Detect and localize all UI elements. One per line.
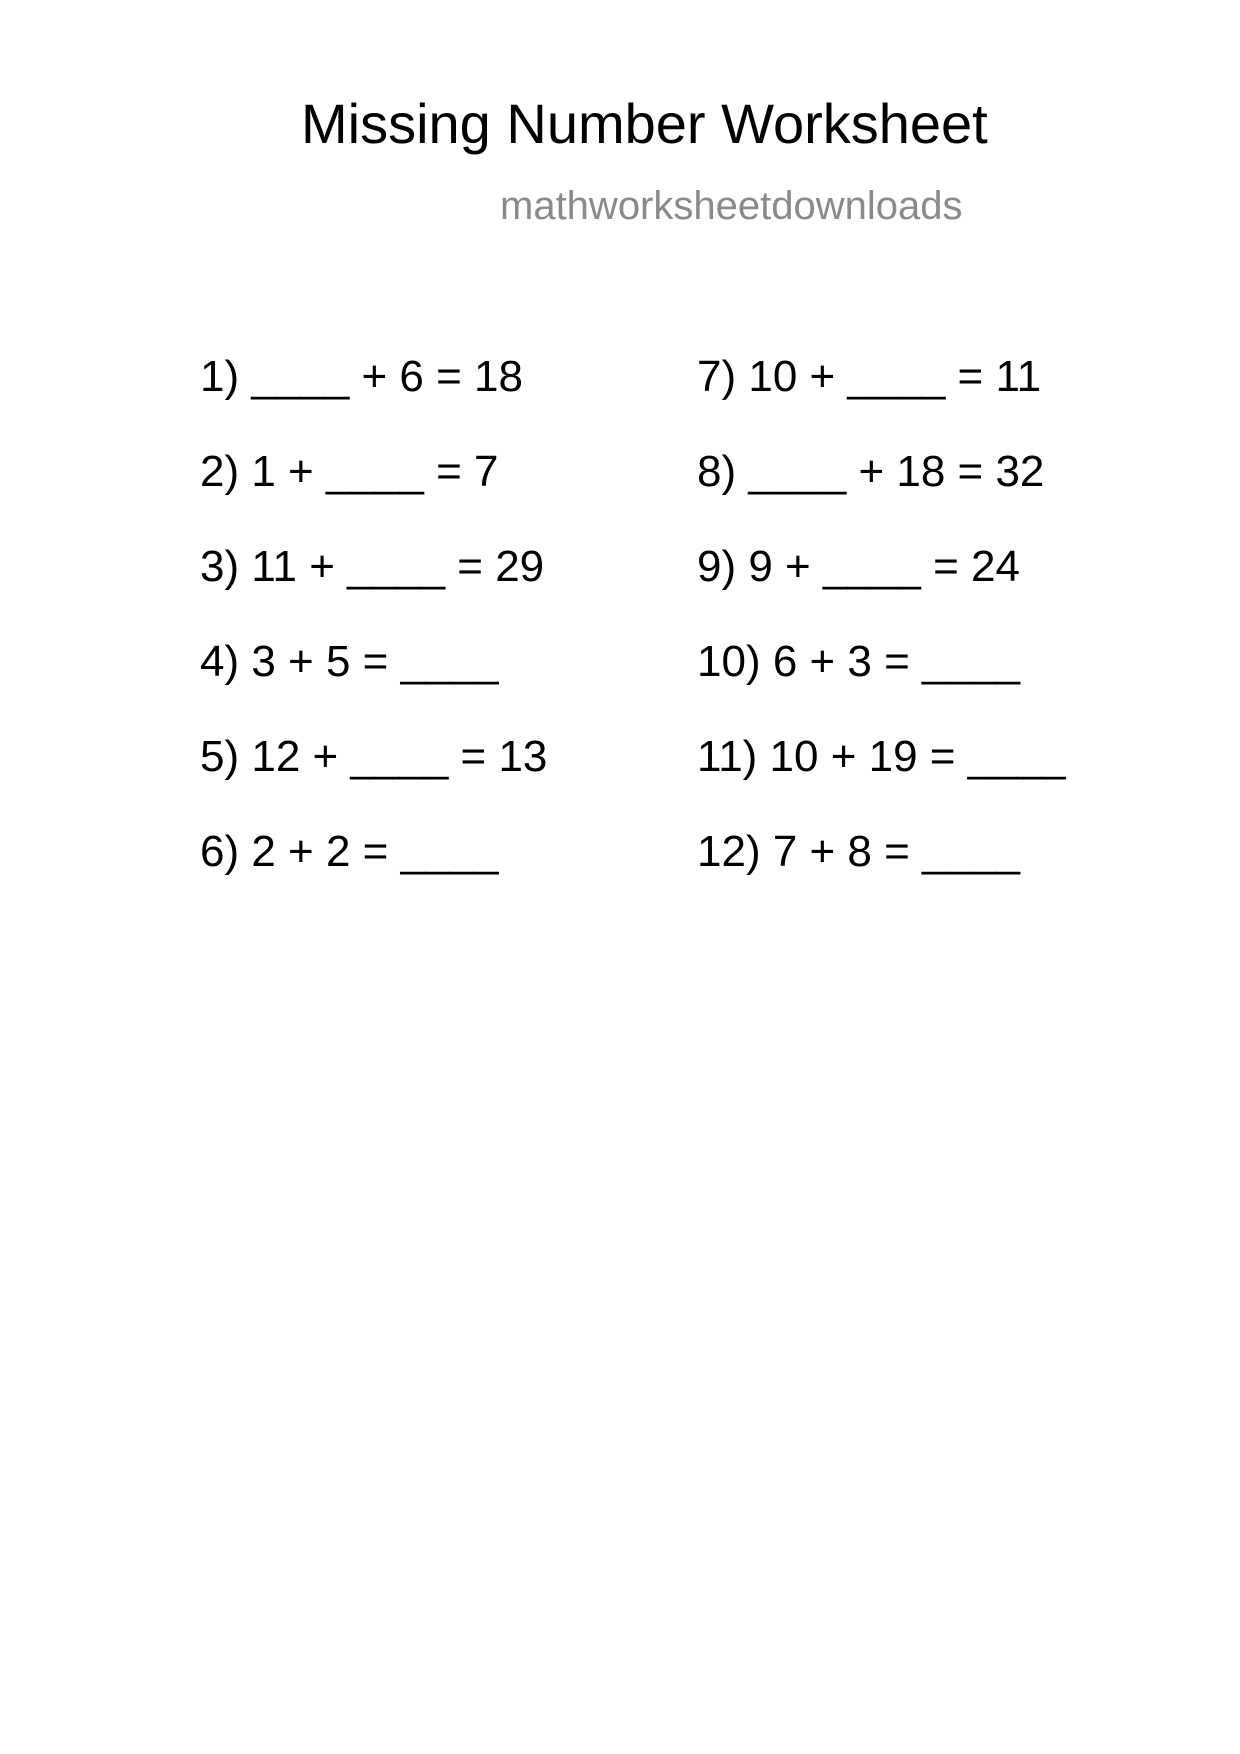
problem-9: 9) 9 + ____ = 24 — [697, 542, 1020, 591]
problem-8: 8) ____ + 18 = 32 — [697, 447, 1045, 496]
problem-3: 3) 11 + ____ = 29 — [200, 542, 545, 591]
problem-10: 10) 6 + 3 = ____ — [697, 637, 1020, 686]
problem-4: 4) 3 + 5 = ____ — [200, 637, 499, 686]
problem-6: 6) 2 + 2 = ____ — [200, 827, 499, 876]
problem-1: 1) ____ + 6 = 18 — [200, 352, 523, 401]
problem-12: 12) 7 + 8 = ____ — [697, 827, 1020, 876]
problem-11: 11) 10 + 19 = ____ — [697, 732, 1066, 781]
problem-7: 7) 10 + ____ = 11 — [697, 352, 1042, 401]
worksheet-source: mathworksheetdownloads — [500, 184, 963, 228]
worksheet-title: Missing Number Worksheet — [301, 92, 988, 155]
problem-2: 2) 1 + ____ = 7 — [200, 447, 499, 496]
problem-5: 5) 12 + ____ = 13 — [200, 732, 548, 781]
